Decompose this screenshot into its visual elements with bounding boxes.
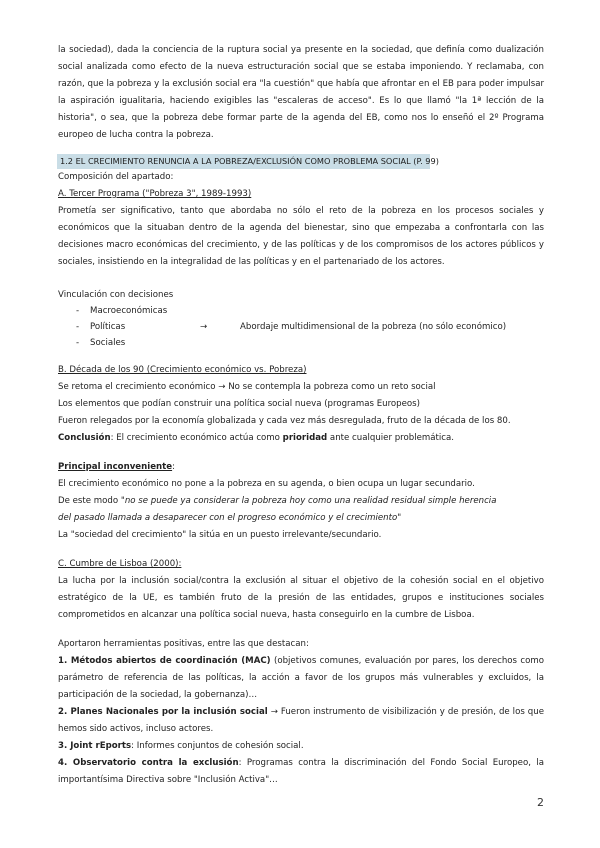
arrow-target-text: Abordaje multidimensional de la pobreza (no sólo económico) bbox=[240, 322, 507, 332]
tool-item bbox=[58, 738, 304, 755]
main-problem-line: El crecimiento económico no pone a la pobreza en su agenda, o bien ocupa un lugar secundario. bbox=[58, 479, 475, 489]
main-problem-title: Principal inconveniente bbox=[58, 462, 173, 472]
main-problem-title-line bbox=[58, 459, 175, 476]
tool-item bbox=[58, 755, 544, 789]
part-a-body: Prometía ser significativo, tanto que abordaba no sólo el reto de la pobreza en los procesos sociales y económicos que la situaban dentro de la agenda del bienestar, sino que empezaba a confrontarla con las decisiones macro económicas del crecimiento, y de las políticas y de los compromisos de los actores públicos y sociales, insistiendo en la integralidad de las políticas y en el partenariado de los actores. bbox=[58, 206, 544, 267]
vinculacion-label: Vinculación con decisiones bbox=[58, 290, 174, 300]
quote-text: "no se puede ya considerar la pobreza hoy como una realidad residual simple herencia bbox=[120, 496, 497, 506]
conclusion-label: Conclusión bbox=[58, 433, 111, 443]
conclusion-priority: prioridad bbox=[282, 433, 328, 443]
part-a-title: A. Tercer Programa ("Pobreza 3", 1989-1993) bbox=[58, 189, 252, 199]
main-problem-quote-line bbox=[58, 493, 496, 510]
tool-label: 3. Joint rEports bbox=[58, 741, 132, 751]
tool-label: 4. Observatorio contra la exclusión bbox=[58, 758, 239, 768]
conclusion-line bbox=[58, 430, 454, 447]
main-problem-colon: : bbox=[172, 462, 175, 472]
quote-text-continued: del pasado llamada a desaparecer con el progreso económico y el crecimiento" bbox=[58, 513, 402, 523]
main-problem-line: La "sociedad del crecimiento" la sitúa en un puesto irrelevante/secundario. bbox=[58, 530, 382, 540]
composition-label: Composición del apartado: bbox=[58, 172, 174, 182]
part-b-line: Los elementos que podían construir una política social nueva (programas Europeos) bbox=[58, 399, 421, 409]
tool-label: 1. Métodos abiertos de coordinación (MAC) bbox=[58, 656, 271, 666]
tool-item bbox=[58, 704, 544, 738]
part-b-title: B. Década de los 90 (Crecimiento económico vs. Pobreza) bbox=[58, 365, 307, 375]
quote-intro: De este modo bbox=[58, 496, 121, 506]
tool-label: 2. Planes Nacionales por la inclusión social bbox=[58, 707, 268, 717]
page-number: 2 bbox=[537, 796, 544, 809]
part-c-title: C. Cumbre de Lisboa (2000): bbox=[58, 559, 182, 569]
bullet-text: Macroeconómicas bbox=[90, 306, 168, 316]
intro-paragraph: la sociedad), dada la conciencia de la ruptura social ya presente en la sociedad, que definía como dualización social analizada como efecto de la nueva estructuración social que se estaba imponiendo. Y reclamaba, con razón, que la pobreza y la exclusión social era "la cuestión" que había que afrontar en el EB para poder impulsar la aspiración igualitaria, haciendo exigibles las "escaleras de acceso". Es lo que llamó "la 1ª lección de la historia", o sea, que la pobreza debe formar parte de la agenda del EB, como nos lo enseñó el 2º Programa europeo de lucha contra la pobreza. bbox=[58, 45, 544, 140]
conclusion-post: ante cualquier problemática. bbox=[327, 433, 455, 443]
part-c-body: La lucha por la inclusión social/contra la exclusión al situar el objetivo de la cohesión social en el objetivo estratégico de la UE, es también fruto de la presión de las entidades, grupos e instituciones sociales comprometidos en alcanzar una política social nueva, hasta conseguirlo en la cumbre de Lisboa. bbox=[58, 576, 544, 620]
bullet-text: Sociales bbox=[90, 338, 126, 348]
tool-text: (objetivos comunes, evaluación por pares, los derechos como parámetro de referencia de las políticas, la acción a favor de los grupos más vulnerables y excluidos, la participación de la sociedad, la gobernanza)… bbox=[58, 656, 544, 700]
part-b-line: Fueron relegados por la economía globalizada y cada vez más desregulada, fruto de la década de los 80. bbox=[58, 416, 511, 426]
conclusion-pre: : El crecimiento económico actúa como bbox=[110, 433, 283, 443]
part-b-line: Se retoma el crecimiento económico → No se contempla la pobreza como un reto social bbox=[58, 382, 436, 392]
tool-text: → Fueron instrumento de visibilización y de presión, de los que hemos sido activos, incluso actores. bbox=[58, 707, 544, 734]
bullet-text: Políticas bbox=[90, 322, 126, 332]
section-heading: 1.2 EL CRECIMIENTO RENUNCIA A LA POBREZA/EXCLUSIÓN COMO PROBLEMA SOCIAL (P. 99) bbox=[60, 156, 439, 166]
bullet-item: - Sociales bbox=[76, 338, 126, 348]
bullet-item: - Macroeconómicas bbox=[76, 306, 168, 316]
arrow-icon: → bbox=[200, 322, 208, 332]
tool-text: : Informes conjuntos de cohesión social. bbox=[131, 741, 304, 751]
tool-text: : Programas contra la discriminación del Fondo Social Europeo, la importantísima Directiva sobre "Inclusión Activa"… bbox=[58, 758, 544, 785]
tools-intro: Aportaron herramientas positivas, entre las que destacan: bbox=[58, 639, 309, 649]
tool-item bbox=[58, 653, 544, 704]
bullet-item: - Políticas bbox=[76, 322, 126, 332]
